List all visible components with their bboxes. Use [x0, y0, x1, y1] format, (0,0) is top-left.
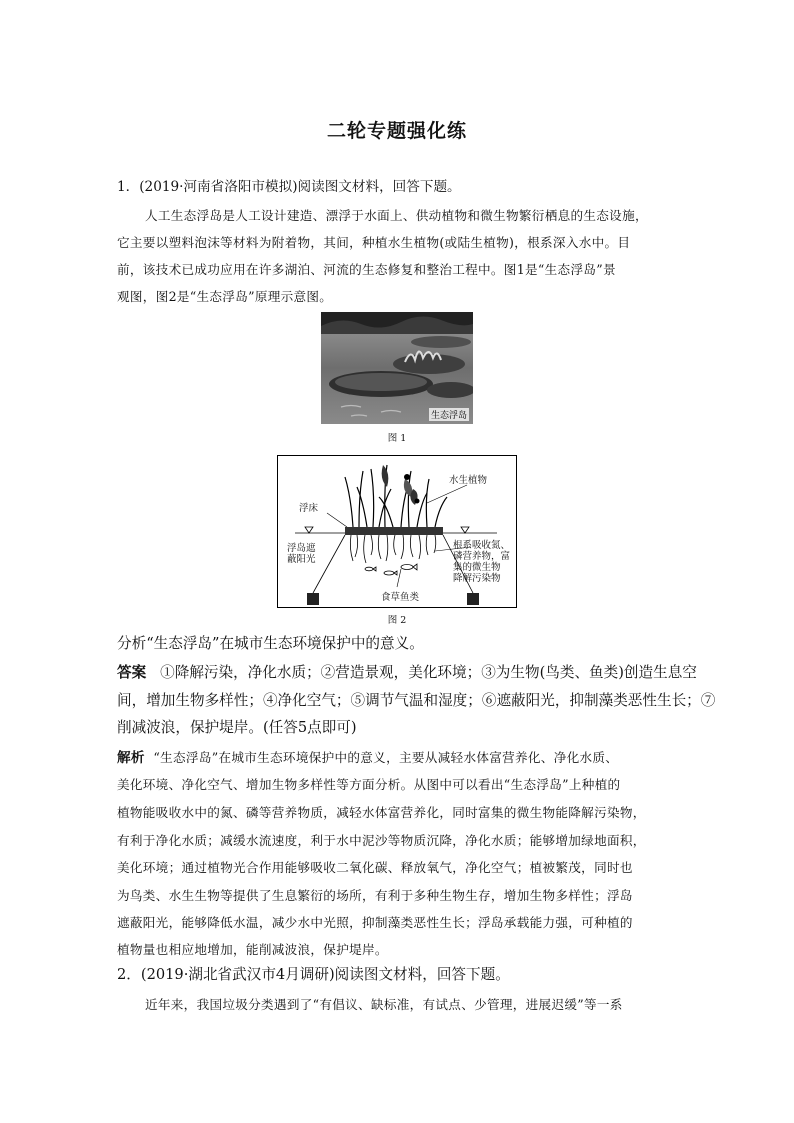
material-line: 观图，图2是“生态浮岛”原理示意图。	[117, 289, 333, 304]
question-2-header: 2．(2019·湖北省武汉市4月调研)阅读图文材料，回答下题。	[117, 966, 510, 983]
figure-2-caption: 图 2	[387, 615, 407, 626]
label-raft: 浮床	[299, 503, 319, 514]
label-fish: 食草鱼类	[381, 592, 420, 603]
question-text: 分析“生态浮岛”在城市生态环境保护中的意义。	[117, 635, 424, 652]
analysis-line-1	[117, 746, 677, 766]
analysis-label: 解析	[117, 750, 145, 766]
material-line: 前，该技术已成功应用在许多湖泊、河流的生态修复和整治工程中。图1是“生态浮岛”景	[117, 262, 616, 277]
label-roots-line-3: 集的微生物	[453, 562, 501, 573]
label-roots-line-4: 降解污染物	[453, 573, 501, 584]
analysis-line: 为鸟类、水生生物等提供了生息繁衍的场所，有利于多种生物生存，增加生物多样性；浮岛	[117, 888, 633, 903]
question-1-header: 1．(2019·河南省洛阳市模拟)阅读图文材料，回答下题。	[117, 179, 461, 195]
analysis-line: 美化环境、净化空气、增加生物多样性等方面分析。从图中可以看出“生态浮岛”上种植的	[117, 777, 621, 792]
label-roots-line-1: 根系吸收氮、	[453, 540, 511, 551]
answer-text: ①降解污染，净化水质；②营造景观，美化环境；③为生物(鸟类、鱼类)创造生息空	[160, 664, 697, 681]
figure-1-caption: 图 1	[387, 433, 407, 444]
answer-line-1	[117, 661, 697, 682]
label-aquatic-plants: 水生植物	[449, 475, 488, 486]
answer-label: 答案	[117, 664, 147, 681]
analysis-line: 遮蔽阳光，能够降低水温，减少水中光照，抑制藻类恶性生长；浮岛承载能力强，可种植的	[117, 915, 633, 930]
figure-2-diagram	[277, 455, 517, 608]
label-shade-line-2: 蔽阳光	[287, 554, 316, 565]
answer-line: 间，增加生物多样性；④净化空气；⑤调节气温和湿度；⑥遮蔽阳光，抑制藻类恶性生长；⑦	[117, 692, 716, 709]
analysis-line: 植物量也相应地增加，能削减波浪，保护堤岸。	[117, 942, 388, 957]
analysis-line: 有利于净化水质；减缓水流速度，利于水中泥沙等物质沉降，净化水质；能够增加绿地面积，	[117, 833, 646, 848]
material-line: 人工生态浮岛是人工设计建造、漂浮于水面上、供动植物和微生物繁衍栖息的生态设施，	[145, 208, 648, 223]
answer-line: 削减波浪，保护堤岸。(任答5点即可)	[117, 719, 357, 736]
figure-1-photo	[321, 312, 473, 424]
page-title: 二轮专题强化练	[326, 120, 467, 142]
label-roots-line-2: 磷营养物，富	[453, 551, 511, 562]
figure-1-label: 生态浮岛	[429, 408, 469, 421]
label-shade-line-1: 浮岛遮	[287, 543, 316, 554]
analysis-line: 美化环境；通过植物光合作用能够吸收二氧化碳、释放氧气，净化空气；植被繁茂，同时也	[117, 860, 633, 875]
material-line: 它主要以塑料泡沫等材料为附着物，其间，种植水生植物(或陆生植物)，根系深入水中。目	[117, 235, 631, 250]
question-2-material: 近年来，我国垃圾分类遇到了“有倡议、缺标准，有试点、少管理，进展迟缓”等一系	[145, 997, 623, 1012]
analysis-line: 植物能吸收水中的氮、磷等营养物质，减轻水体富营养化，同时富集的微生物能降解污染物，	[117, 805, 646, 820]
analysis-text: “生态浮岛”在城市生态环境保护中的意义，主要从减轻水体富营养化、净化水质、	[153, 750, 619, 765]
